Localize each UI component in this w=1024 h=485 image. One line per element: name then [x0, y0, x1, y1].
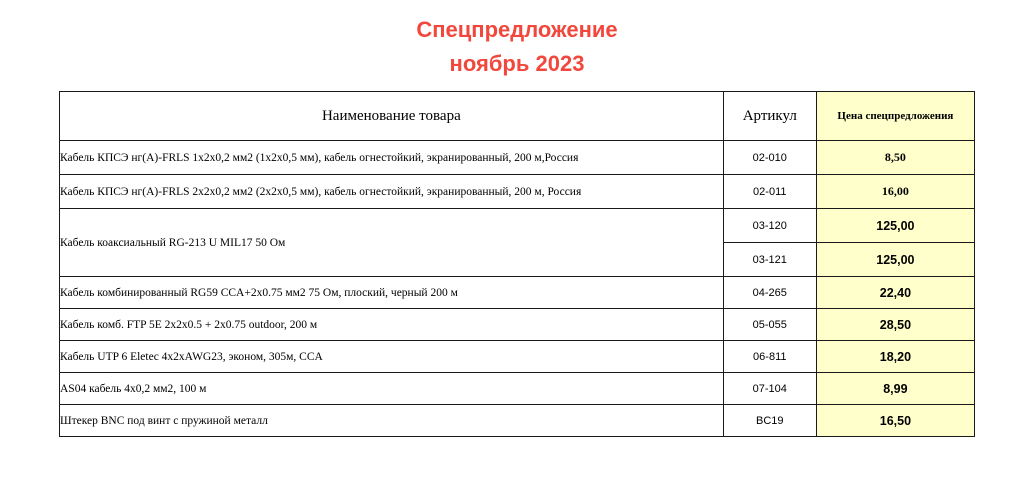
product-article: 05-055 — [723, 309, 816, 341]
product-price: 8,50 — [816, 141, 974, 175]
product-name: Кабель UTP 6 Eletec 4x2xAWG23, эконом, 305м, CCA — [60, 341, 724, 373]
product-name: Кабель комбинированный RG59 CCA+2x0.75 мм2 75 Ом, плоский, черный 200 м — [60, 277, 724, 309]
column-header-article: Артикул — [723, 92, 816, 141]
product-name: AS04 кабель 4х0,2 мм2, 100 м — [60, 373, 724, 405]
column-header-name: Наименование товара — [60, 92, 724, 141]
product-price: 16,00 — [816, 175, 974, 209]
product-price: 16,50 — [816, 405, 974, 437]
product-name: Кабель КПСЭ нг(А)-FRLS 1х2х0,2 мм2 (1х2х0,5 мм), кабель огнестойкий, экранированный, 200 м,Россия — [60, 141, 724, 175]
table-row — [60, 141, 975, 175]
product-name: Кабель КПСЭ нг(А)-FRLS 2х2х0,2 мм2 (2х2х0,5 мм), кабель огнестойкий, экранированный, 200 м, Россия — [60, 175, 724, 209]
product-article: 06-811 — [723, 341, 816, 373]
page-title: Спецпредложение — [416, 17, 618, 42]
product-price: 125,00 — [816, 209, 974, 243]
price-table — [59, 91, 975, 437]
product-name: Штекер BNC под винт с пружиной металл — [60, 405, 724, 437]
table-header-row — [60, 92, 975, 141]
page-subtitle: ноябрь 2023 — [449, 51, 585, 76]
product-article: 07-104 — [723, 373, 816, 405]
table-row — [60, 209, 975, 243]
product-name: Кабель комб. FTP 5E 2x2x0.5 + 2x0.75 outdoor, 200 м — [60, 309, 724, 341]
table-row — [60, 175, 975, 209]
product-price: 18,20 — [816, 341, 974, 373]
table-row — [60, 405, 975, 437]
product-price: 8,99 — [816, 373, 974, 405]
table-row — [60, 309, 975, 341]
product-price: 28,50 — [816, 309, 974, 341]
product-name: Кабель коаксиальный RG-213 U MIL17 50 Ом — [60, 209, 724, 277]
product-article: 03-121 — [723, 243, 816, 277]
table-row — [60, 373, 975, 405]
column-header-price: Цена спецпредложения — [816, 92, 974, 141]
product-price: 125,00 — [816, 243, 974, 277]
product-article: 04-265 — [723, 277, 816, 309]
table-row — [60, 277, 975, 309]
product-article: BC19 — [723, 405, 816, 437]
table-row — [60, 341, 975, 373]
product-article: 02-011 — [723, 175, 816, 209]
product-article: 03-120 — [723, 209, 816, 243]
product-price: 22,40 — [816, 277, 974, 309]
product-article: 02-010 — [723, 141, 816, 175]
